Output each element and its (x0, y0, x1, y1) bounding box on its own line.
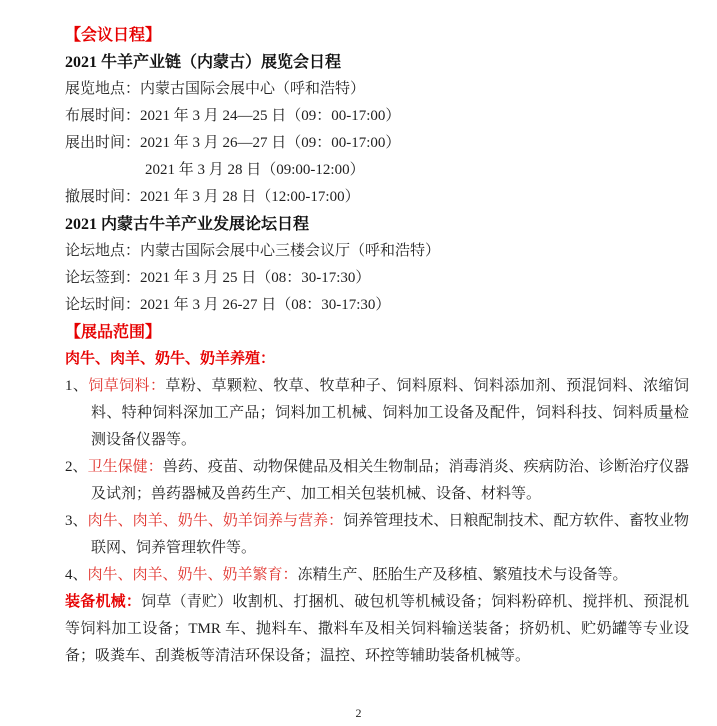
item-detail: 冻精生产、胚胎生产及移植、繁殖技术与设备等。 (297, 567, 628, 583)
document-content (65, 22, 689, 670)
item-number: 2、 (65, 459, 88, 475)
exhibit-item-feeding-nutrition (65, 508, 689, 562)
item-detail: 兽药、疫苗、动物保健品及相关生物制品；消毒消炎、疾病防治、诊断治疗仪器及试剂；兽药器械及兽药生产、加工相关包装机械、设备、材料等。 (91, 459, 689, 502)
item-number: 1、 (65, 378, 89, 394)
expo-setup-time-line: 布展时间：2021 年 3 月 24—25 日（09：00-17:00） (65, 108, 401, 124)
exhibit-machinery-paragraph (65, 589, 689, 670)
item-number: 4、 (65, 567, 88, 583)
exhibit-scope-heading: 【展品范围】 (65, 324, 162, 341)
machinery-detail: 饲草（青贮）收割机、打捆机、破包机等机械设备；饲料粉碎机、搅拌机、预混机等饲料加工设备；TMR 车、抛料车、撒料车及相关饲料输送装备；挤奶机、贮奶罐等专业设备；吸粪车、刮粪板等清洁环保设备；温控、环控等辅助装备机械等。 (65, 594, 689, 664)
item-detail: 草粉、草颗粒、牧草、牧草种子、饲料原料、饲料添加剂、预混饲料、浓缩饲料、特种饲料深加工产品；饲料加工机械、饲料加工设备及配件，饲料科技、饲料质量检测设备仪器等。 (91, 378, 689, 448)
exhibit-item-forage-feed (65, 373, 689, 454)
item-keyword: 肉牛、肉羊、奶牛、奶羊饲养与营养： (87, 513, 344, 529)
item-keyword: 饲草饲料： (88, 378, 166, 394)
machinery-keyword: 装备机械： (65, 594, 142, 610)
expo-schedule-title: 2021 牛羊产业链（内蒙古）展览会日程 (65, 54, 342, 71)
item-detail: 饲养管理技术、日粮配制技术、配方软件、畜牧业物联网、饲养管理软件等。 (91, 513, 689, 556)
item-keyword: 卫生保健： (87, 459, 163, 475)
item-number: 3、 (65, 513, 88, 529)
forum-schedule-title: 2021 内蒙古牛羊产业发展论坛日程 (65, 216, 310, 233)
expo-teardown-time-line: 撤展时间：2021 年 3 月 28 日（12:00-17:00） (65, 189, 360, 205)
exhibit-item-health-care (65, 454, 689, 508)
exhibit-category-heading: 肉牛、肉羊、奶牛、奶羊养殖： (65, 351, 276, 367)
forum-time-line: 论坛时间：2021 年 3 月 26-27 日（08：30-17:30） (65, 297, 391, 313)
meeting-schedule-heading: 【会议日程】 (65, 27, 162, 44)
expo-venue-line: 展览地点：内蒙古国际会展中心（呼和浩特） (65, 81, 366, 97)
forum-checkin-line: 论坛签到：2021 年 3 月 25 日（08：30-17:30） (65, 270, 371, 286)
forum-venue-line: 论坛地点：内蒙古国际会展中心三楼会议厅（呼和浩特） (65, 243, 441, 259)
expo-open-time-line: 展出时间：2021 年 3 月 26—27 日（09：00-17:00） (65, 135, 401, 151)
item-keyword: 肉牛、肉羊、奶牛、奶羊繁育： (87, 567, 298, 583)
exhibit-item-breeding (65, 562, 689, 589)
page-number: 2 (355, 706, 362, 720)
expo-open-time-extra-line: 2021 年 3 月 28 日（09:00-12:00） (145, 162, 365, 178)
